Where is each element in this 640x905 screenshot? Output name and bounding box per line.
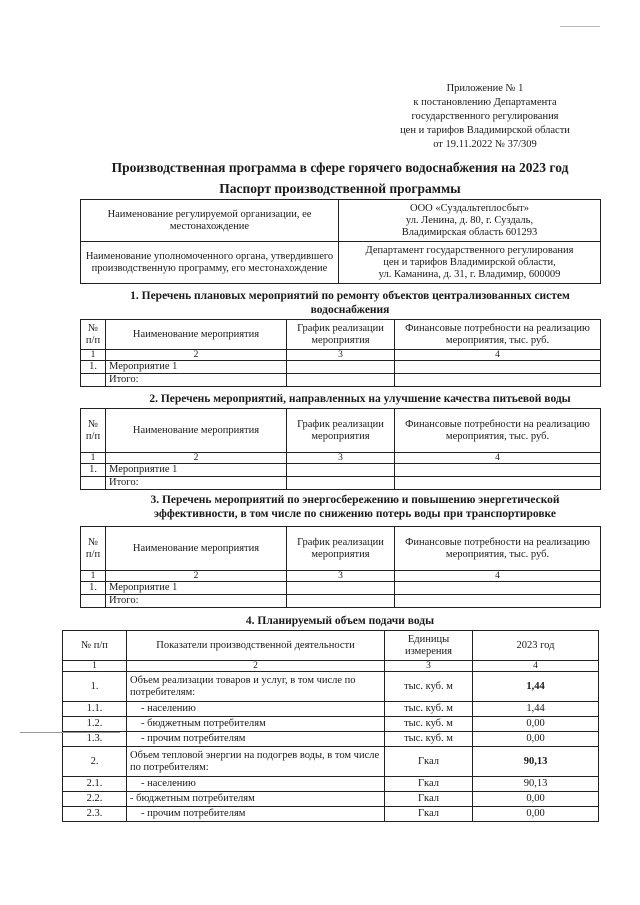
index-cell: 2	[106, 571, 287, 582]
table-row	[63, 672, 599, 702]
header-cell: Финансовые потребности на реализацию мероприятия, тыс. руб.	[395, 320, 601, 350]
unit-cell: тыс. куб. м	[385, 672, 473, 702]
indicator-name: - бюджетным потребителям	[127, 792, 385, 807]
index-cell: 4	[395, 453, 601, 464]
table-header-row	[81, 320, 601, 350]
section-title: 2. Перечень мероприятий, направленных на улучшение качества питьевой воды	[149, 393, 571, 405]
index-cell: 4	[395, 350, 601, 361]
empty-cell	[287, 361, 395, 374]
empty-cell	[287, 582, 395, 595]
total-row	[81, 374, 601, 387]
index-row	[81, 350, 601, 361]
index-row	[81, 453, 601, 464]
index-cell: 2	[106, 453, 287, 464]
appendix-line: цен и тарифов Владимирской области	[400, 125, 570, 136]
header-cell: Наименование мероприятия	[106, 320, 287, 350]
empty-cell	[395, 477, 601, 490]
index-cell: 1	[63, 661, 127, 672]
total-label: Итого:	[106, 595, 287, 608]
section-title: 1. Перечень плановых мероприятий по ремонту объектов централизованных систем водоснабжения	[130, 290, 570, 316]
section-table	[80, 526, 601, 608]
section-table	[80, 408, 601, 490]
row-number: 2.	[63, 747, 127, 777]
header-cell: № п/п	[81, 527, 106, 571]
indicator-name: - бюджетным потребителям	[127, 717, 385, 732]
empty-cell	[287, 595, 395, 608]
indicator-name: - прочим потребителям	[127, 807, 385, 822]
indicator-name: - населению	[127, 777, 385, 792]
total-label: Итого:	[106, 477, 287, 490]
unit-cell: Гкал	[385, 747, 473, 777]
header-cell: График реализации мероприятия	[287, 409, 395, 453]
empty-cell	[81, 595, 106, 608]
header-cell: Наименование мероприятия	[106, 409, 287, 453]
empty-cell	[395, 374, 601, 387]
table-row	[63, 777, 599, 792]
value-cell: 0,00	[473, 807, 599, 822]
empty-cell	[81, 477, 106, 490]
total-label: Итого:	[106, 374, 287, 387]
unit-cell: тыс. куб. м	[385, 717, 473, 732]
table-row	[63, 807, 599, 822]
header-cell: Финансовые потребности на реализацию мероприятия, тыс. руб.	[395, 527, 601, 571]
row-number: 1.	[63, 672, 127, 702]
header-cell: Финансовые потребности на реализацию мероприятия, тыс. руб.	[395, 409, 601, 453]
index-row	[63, 661, 599, 672]
indicator-name: Объем реализации товаров и услуг, в том числе по потребителям:	[127, 672, 385, 702]
passport-value	[339, 200, 601, 242]
total-row	[81, 477, 601, 490]
index-cell: 3	[385, 661, 473, 672]
passport-value-line: ул. Ленина, д. 80, г. Суздаль,	[405, 214, 534, 226]
index-cell: 3	[287, 350, 395, 361]
empty-cell	[287, 477, 395, 490]
empty-cell	[287, 464, 395, 477]
index-cell: 3	[287, 453, 395, 464]
item-number: 1.	[81, 464, 106, 477]
total-row	[81, 595, 601, 608]
table-row	[81, 582, 601, 595]
value-cell: 1,44	[473, 702, 599, 717]
indicator-name: - прочим потребителям	[127, 732, 385, 747]
unit-cell: Гкал	[385, 792, 473, 807]
passport-value-line: ООО «Суздальтеплосбыт»	[410, 202, 529, 214]
value-cell: 90,13	[473, 747, 599, 777]
passport-value-line: Владимирская область 601293	[401, 226, 538, 238]
row-number: 2.3.	[63, 807, 127, 822]
row-number: 2.1.	[63, 777, 127, 792]
row-number: 1.2.	[63, 717, 127, 732]
index-row	[81, 571, 601, 582]
header-cell: № п/п	[81, 320, 106, 350]
passport-value-line: ул. Каманина, д. 31, г. Владимир, 600009	[378, 268, 561, 280]
value-cell: 90,13	[473, 777, 599, 792]
unit-cell: Гкал	[385, 807, 473, 822]
unit-cell: Гкал	[385, 777, 473, 792]
empty-cell	[395, 361, 601, 374]
index-cell: 2	[106, 350, 287, 361]
appendix-line: Приложение № 1	[446, 83, 524, 94]
header-cell: График реализации мероприятия	[287, 320, 395, 350]
index-cell: 3	[287, 571, 395, 582]
empty-cell	[395, 595, 601, 608]
header-cell: Единицы измерения	[385, 631, 473, 661]
table-row	[81, 361, 601, 374]
header-cell: № п/п	[81, 409, 106, 453]
item-name: Мероприятие 1	[106, 582, 287, 595]
index-cell: 1	[81, 571, 106, 582]
item-name: Мероприятие 1	[106, 464, 287, 477]
passport-label: Наименование уполномоченного органа, утвердившего производственную программу, его местонахождение	[81, 242, 339, 284]
appendix-line: от 19.11.2022 № 37/309	[433, 139, 537, 150]
appendix-note	[380, 82, 590, 152]
header-cell: Наименование мероприятия	[106, 527, 287, 571]
passport-row	[81, 200, 601, 242]
table-header-row	[81, 527, 601, 571]
empty-cell	[395, 582, 601, 595]
passport-value-line: Департамент государственного регулирования	[365, 244, 574, 256]
row-number: 1.1.	[63, 702, 127, 717]
value-cell: 0,00	[473, 732, 599, 747]
appendix-line: к постановлению Департамента	[413, 97, 557, 108]
value-cell: 1,44	[473, 672, 599, 702]
header-cell: Показатели производственной деятельности	[127, 631, 385, 661]
passport-value	[339, 242, 601, 284]
row-number: 1.3.	[63, 732, 127, 747]
header-cell: № п/п	[63, 631, 127, 661]
document-title: Производственная программа в сфере горячего водоснабжения на 2023 год	[111, 160, 569, 175]
table-row	[63, 717, 599, 732]
passport-row	[81, 242, 601, 284]
scan-artifact	[20, 732, 120, 733]
scan-artifact	[560, 26, 600, 27]
volume-table	[62, 630, 599, 822]
unit-cell: тыс. куб. м	[385, 702, 473, 717]
document-subtitle: Паспорт производственной программы	[219, 181, 461, 196]
row-number: 2.2.	[63, 792, 127, 807]
passport-table	[80, 199, 601, 284]
table-row	[63, 702, 599, 717]
item-number: 1.	[81, 361, 106, 374]
appendix-line: государственного регулирования	[411, 111, 559, 122]
index-cell: 1	[81, 453, 106, 464]
index-cell: 4	[473, 661, 599, 672]
section-table	[80, 319, 601, 387]
empty-cell	[81, 374, 106, 387]
value-cell: 0,00	[473, 792, 599, 807]
indicator-name: - населению	[127, 702, 385, 717]
indicator-name: Объем тепловой энергии на подогрев воды, в том числе по потребителям:	[127, 747, 385, 777]
passport-label: Наименование регулируемой организации, ее местонахождение	[81, 200, 339, 242]
table-row	[81, 464, 601, 477]
index-cell: 2	[127, 661, 385, 672]
header-cell: 2023 год	[473, 631, 599, 661]
section-title: 3. Перечень мероприятий по энергосбережению и повышению энергетической эффективности, в том числе по снижению потерь воды при транспортировке	[150, 494, 560, 520]
value-cell: 0,00	[473, 717, 599, 732]
item-number: 1.	[81, 582, 106, 595]
empty-cell	[395, 464, 601, 477]
table-row	[63, 792, 599, 807]
table-row	[63, 747, 599, 777]
unit-cell: тыс. куб. м	[385, 732, 473, 747]
index-cell: 1	[81, 350, 106, 361]
passport-value-line: цен и тарифов Владимирской области,	[383, 256, 556, 268]
section-title: 4. Планируемый объем подачи воды	[245, 615, 435, 627]
table-header-row	[63, 631, 599, 661]
header-cell: График реализации мероприятия	[287, 527, 395, 571]
empty-cell	[287, 374, 395, 387]
index-cell: 4	[395, 571, 601, 582]
item-name: Мероприятие 1	[106, 361, 287, 374]
table-header-row	[81, 409, 601, 453]
table-row	[63, 732, 599, 747]
